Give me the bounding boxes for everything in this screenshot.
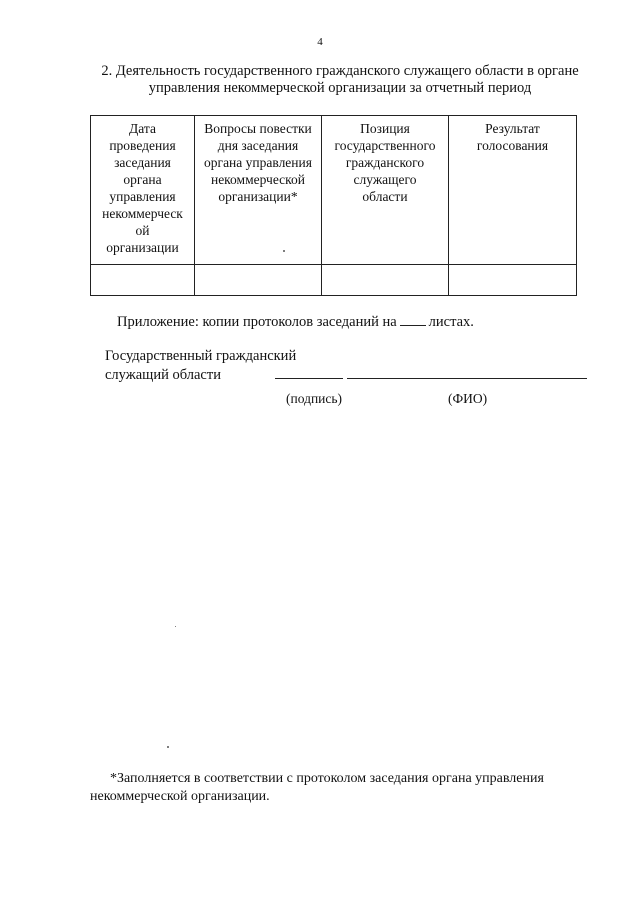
footnote-line: *Заполняется в соответствии с протоколом заседания органа управления	[110, 771, 544, 786]
table-cell[interactable]	[322, 265, 449, 296]
scan-speck	[167, 746, 169, 748]
attachment-note	[117, 313, 474, 331]
section-title: 2. Деятельность государственного гражданского служащего области в органе управления некоммерческой организации за отчетный период	[101, 63, 579, 96]
header-agenda-questions: Вопросы повестки дня заседания органа управления некоммерческой организации*	[195, 116, 322, 265]
header-meeting-date: Дата проведения заседания органа управления некоммерческ ой организации	[91, 116, 195, 265]
header-employee-position: Позиция государственного гражданского служащего области	[322, 116, 449, 265]
activity-table	[90, 115, 577, 296]
scan-speck	[175, 626, 176, 627]
footnote	[90, 770, 590, 806]
sheet-count-blank[interactable]	[400, 313, 426, 326]
table-cell[interactable]	[195, 265, 322, 296]
page-number: 4	[317, 36, 323, 48]
attachment-suffix: листах.	[428, 314, 474, 330]
table-cell[interactable]	[91, 265, 195, 296]
table-header-row	[91, 116, 577, 265]
signature-line[interactable]	[275, 378, 343, 379]
scan-speck	[283, 250, 285, 252]
footnote-line: некоммерческой организации.	[90, 789, 270, 804]
signature-caption: (подпись)	[286, 391, 343, 406]
attachment-text: Приложение: копии протоколов заседаний на	[117, 314, 397, 330]
signatory-label: Государственный гражданский служащий области	[105, 348, 297, 383]
full-name-caption: (ФИО)	[448, 391, 488, 406]
full-name-line[interactable]	[347, 378, 587, 379]
header-voting-result: Результат голосования	[449, 116, 577, 265]
table-cell[interactable]	[449, 265, 577, 296]
table-row	[91, 265, 577, 296]
